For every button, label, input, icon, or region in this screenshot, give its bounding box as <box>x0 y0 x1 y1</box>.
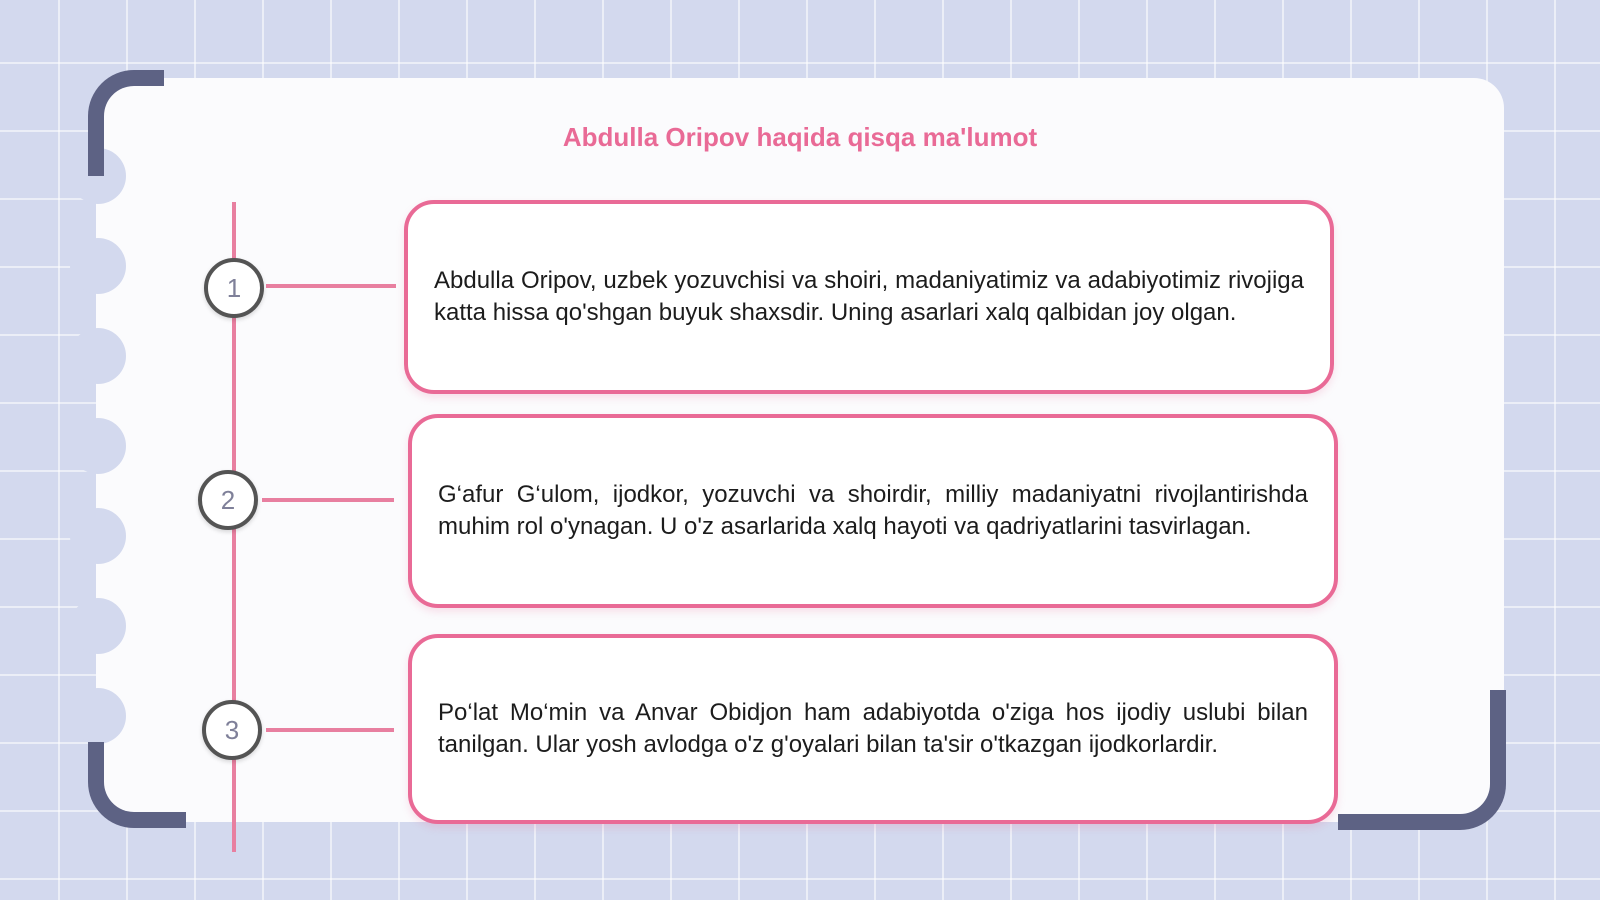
frame-corner-top-left <box>88 70 164 176</box>
timeline-connector <box>266 284 396 288</box>
info-card <box>408 414 1338 608</box>
frame-corner-bottom-right <box>1338 690 1506 830</box>
slide-title: Abdulla Oripov haqida qisqa ma'lumot <box>562 122 1038 152</box>
info-card-text: G‘afur G‘ulom, ijodkor, yozuvchi va shoirdir, milliy madaniyatni rivojlantirishda muhim rol o'ynagan. U o'z asarlarida xalq hayoti va qadriyatlarini tasvirlagan. <box>438 481 1308 540</box>
binder-notch <box>70 328 126 384</box>
info-card <box>404 200 1334 394</box>
binder-notch <box>70 688 126 744</box>
info-card-text: Po‘lat Mo‘min va Anvar Obidjon ham adabiyotda o'ziga hos ijodiy uslubi bilan tanilgan. Ular yosh avlodga o'z g'oyalari bilan ta'sir o'tkazgan ijodkorlardir. <box>438 699 1308 758</box>
timeline-connector <box>262 498 394 502</box>
frame-corner-bottom-left <box>88 742 186 828</box>
binder-notch <box>70 238 126 294</box>
binder-notch <box>70 508 126 564</box>
step-number-circle: 1 <box>204 258 264 318</box>
info-card-text: Abdulla Oripov, uzbek yozuvchisi va shoiri, madaniyatimiz va adabiyotimiz rivojiga katta hissa qo'shgan buyuk shaxsdir. Uning asarlari xalq qalbidan joy olgan. <box>434 267 1304 326</box>
binder-notch <box>70 418 126 474</box>
info-card <box>408 634 1338 824</box>
binder-notch <box>70 598 126 654</box>
step-number-circle: 3 <box>202 700 262 760</box>
timeline-connector <box>266 728 394 732</box>
step-number-circle: 2 <box>198 470 258 530</box>
